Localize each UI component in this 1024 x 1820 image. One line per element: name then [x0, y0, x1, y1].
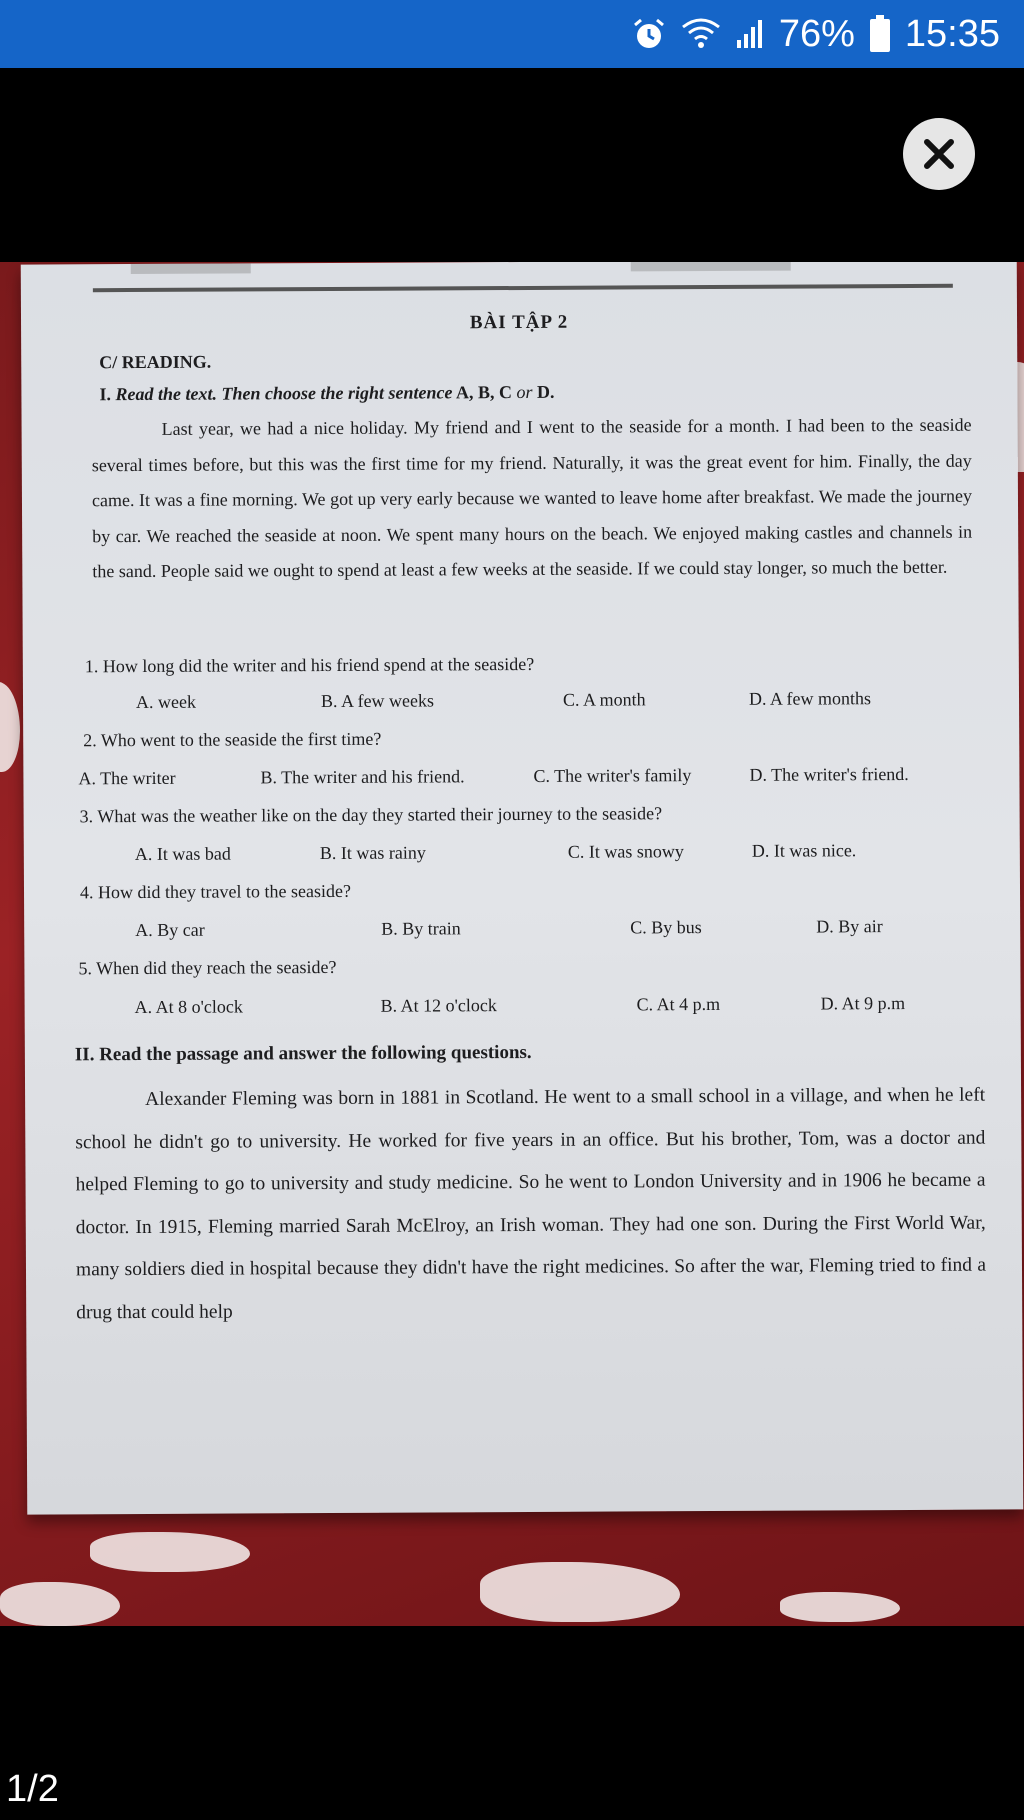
q3-option-a: A. It was bad: [134, 843, 231, 865]
close-button[interactable]: [903, 118, 975, 190]
question-3: 3. What was the weather like on the day they started their journey to the seaside?: [79, 803, 663, 827]
cloth-pattern: [0, 682, 20, 772]
question-2: 2. Who went to the seaside the first time?: [83, 728, 382, 751]
question-1: 1. How long did the writer and his friend spend at the seaside?: [84, 653, 535, 677]
part2-heading: II. Read the passage and answer the following questions.: [74, 1041, 532, 1066]
document-photo[interactable]: [0, 262, 1024, 1626]
q3-option-c: C. It was snowy: [567, 841, 684, 862]
worksheet-paper: [21, 262, 1024, 1515]
header-rule: [93, 284, 953, 293]
q3-option-d: D. It was nice.: [751, 840, 857, 861]
page-indicator: 1/2: [6, 1768, 59, 1810]
q1-option-b: B. A few weeks: [320, 690, 435, 712]
q3-option-b: B. It was rainy: [319, 842, 426, 864]
question-4: 4. How did they travel to the seaside?: [79, 880, 352, 903]
section-reading: C/ READING.: [99, 351, 212, 373]
q4-option-d: D. By air: [816, 916, 883, 937]
q5-option-b: B. At 12 o'clock: [380, 995, 497, 1016]
q1-option-c: C. A month: [562, 689, 646, 710]
cloth-pattern: [480, 1562, 680, 1622]
status-bar: [0, 0, 1024, 68]
cloth-pattern: [780, 1592, 900, 1622]
q4-option-a: A. By car: [135, 919, 205, 941]
q2-option-c: C. The writer's family: [533, 765, 692, 786]
q4-option-b: B. By train: [381, 918, 461, 939]
q5-option-a: A. At 8 o'clock: [134, 996, 243, 1018]
part1-instruction: I. Read the text. Then choose the right sentence A, B, C or D.: [99, 381, 555, 405]
alarm-icon: [631, 16, 667, 52]
question-5: 5. When did they reach the seaside?: [78, 956, 337, 979]
part1-passage: Last year, we had a nice holiday. My friend and I went to the seaside for a month. I had been to the seaside several times before, but this was the first time for my friend. Naturally, it was the great event for him. Finally, the day came. It was a fine morning. We got up very early because we wanted to leave home after breakfast. We made the journey by car. We reached the seaside at noon. We spent many hours on the beach. We enjoyed making castles and channels in the sand. People said we ought to spend at least a few weeks at the seaside. If we could stay longer, so much the better.: [91, 414, 973, 582]
close-icon: [919, 134, 959, 174]
q5-option-c: C. At 4 p.m: [636, 993, 721, 1015]
q1-option-d: D. A few months: [748, 688, 872, 709]
battery-icon: [869, 15, 891, 53]
q4-option-c: C. By bus: [630, 917, 702, 938]
cloth-pattern: [90, 1532, 250, 1572]
clock-time: 15:35: [904, 12, 1000, 55]
cloth-pattern: [0, 1582, 120, 1626]
part2-passage: Alexander Fleming was born in 1881 in Scotland. He went to a small school in a village, and when he left school he didn't go to university. He worked for five years in an office. But his brother, Tom, was a doctor and helped Fleming to go to university and study medicine. So he went to London University and in 1906 he became a doctor. In 1915, Fleming married Sarah McElroy, an Irish woman. They had one son. During the First World War, many soldiers died in hospital because they didn't have the right medicines. So after the war, Fleming tried to find a drug that could help: [75, 1084, 987, 1323]
signal-icon: [735, 18, 765, 50]
q2-option-b: B. The writer and his friend.: [260, 766, 465, 788]
q5-option-d: D. At 9 p.m: [820, 992, 906, 1014]
worksheet-title: BÀI TẬP 2: [469, 311, 569, 334]
q1-option-a: A. week: [135, 691, 197, 713]
q2-option-d: D. The writer's friend.: [749, 763, 909, 785]
battery-percent: 76%: [778, 12, 855, 55]
wifi-icon: [681, 17, 721, 51]
q2-option-a: A. The writer: [78, 767, 176, 789]
